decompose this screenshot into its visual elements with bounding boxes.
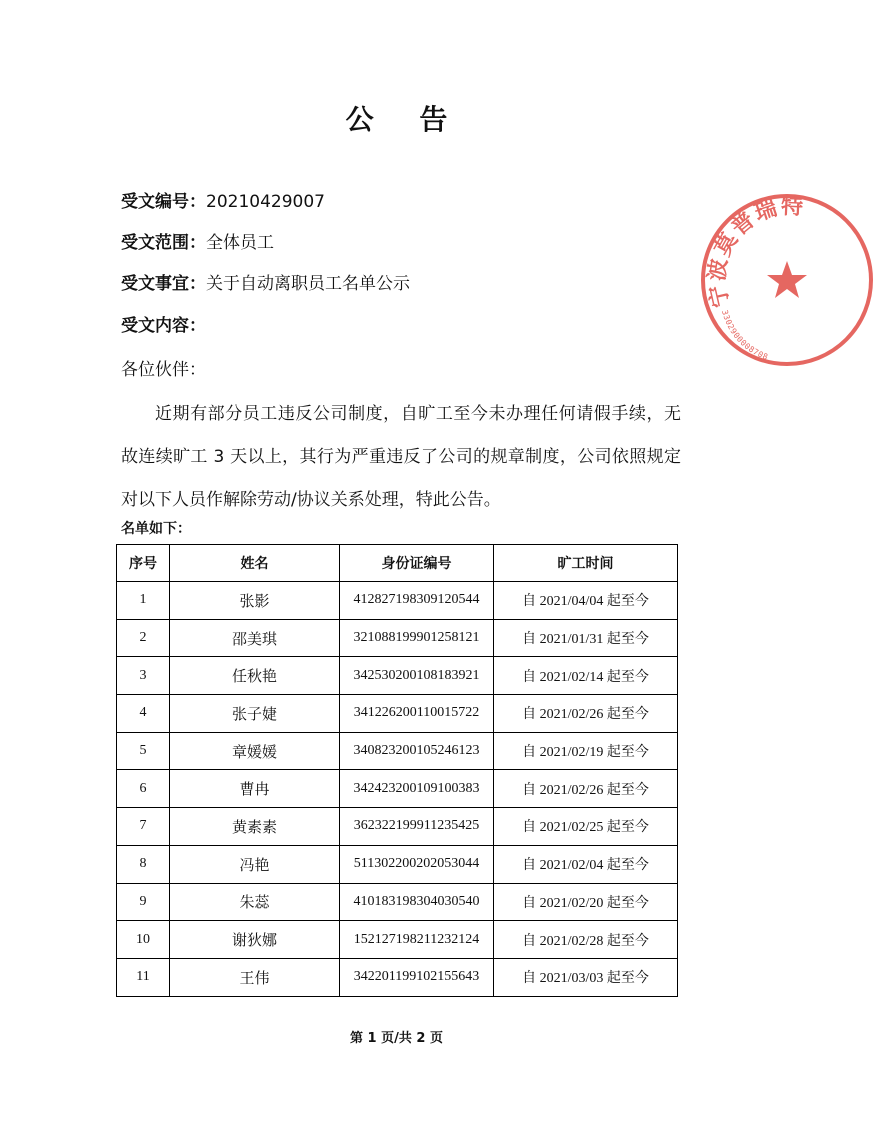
table-row xyxy=(117,770,678,808)
cell-absence-time: 自 2021/03/03 起至今 xyxy=(494,958,678,996)
table-row xyxy=(117,808,678,846)
table-row xyxy=(117,695,678,733)
cell-name: 章媛媛 xyxy=(170,732,340,770)
cell-id-number: 342530200108183921 xyxy=(340,657,494,695)
cell-id-number: 342201199102155643 xyxy=(340,958,494,996)
cell-name: 曹冉 xyxy=(170,770,340,808)
cell-absence-time: 自 2021/02/28 起至今 xyxy=(494,921,678,959)
cell-name: 朱蕊 xyxy=(170,883,340,921)
meta-scope xyxy=(121,231,274,255)
greeting: 各位伙伴： xyxy=(121,360,206,380)
employee-table xyxy=(116,544,678,997)
cell-index: 9 xyxy=(117,883,170,921)
header-absence-time: 旷工时间 xyxy=(494,545,678,582)
cell-name: 冯艳 xyxy=(170,845,340,883)
meta-matter-label: 受文事宜： xyxy=(121,274,206,294)
page-footer: 第 1 页/共 2 页 xyxy=(350,1031,443,1046)
cell-name: 任秋艳 xyxy=(170,657,340,695)
cell-absence-time: 自 2021/02/26 起至今 xyxy=(494,695,678,733)
meta-number-value: 20210429007 xyxy=(206,192,325,212)
cell-index: 1 xyxy=(117,582,170,620)
notice-body: 近期有部分员工违反公司制度，自旷工至今未办理任何请假手续，无故连续旷工 3 天以上，其行为严重违反了公司的规章制度，公司依照规定对以下人员作解除劳动/协议关系处理，特此公告。 xyxy=(121,404,681,510)
cell-index: 5 xyxy=(117,732,170,770)
cell-name: 张影 xyxy=(170,582,340,620)
cell-id-number: 340823200105246123 xyxy=(340,732,494,770)
svg-text:3302900008708: 3302900008708 xyxy=(720,309,770,362)
table-row xyxy=(117,845,678,883)
cell-absence-time: 自 2021/01/31 起至今 xyxy=(494,619,678,657)
meta-number xyxy=(121,190,325,214)
cell-index: 2 xyxy=(117,619,170,657)
meta-matter-value: 关于自动离职员工名单公示 xyxy=(206,274,410,294)
cell-index: 10 xyxy=(117,921,170,959)
table-row xyxy=(117,619,678,657)
header-name: 姓名 xyxy=(170,545,340,582)
cell-absence-time: 自 2021/02/20 起至今 xyxy=(494,883,678,921)
cell-absence-time: 自 2021/02/25 起至今 xyxy=(494,808,678,846)
cell-absence-time: 自 2021/02/19 起至今 xyxy=(494,732,678,770)
meta-scope-value: 全体员工 xyxy=(206,233,274,253)
cell-absence-time: 自 2021/02/14 起至今 xyxy=(494,657,678,695)
company-seal-icon xyxy=(700,193,875,368)
cell-absence-time: 自 2021/02/04 起至今 xyxy=(494,845,678,883)
meta-matter xyxy=(121,272,410,296)
table-row xyxy=(117,582,678,620)
cell-id-number: 321088199901258121 xyxy=(340,619,494,657)
cell-id-number: 511302200202053044 xyxy=(340,845,494,883)
cell-id-number: 152127198211232124 xyxy=(340,921,494,959)
cell-id-number: 410183198304030540 xyxy=(340,883,494,921)
header-index: 序号 xyxy=(117,545,170,582)
cell-index: 4 xyxy=(117,695,170,733)
cell-index: 3 xyxy=(117,657,170,695)
cell-id-number: 362322199911235425 xyxy=(340,808,494,846)
cell-id-number: 412827198309120544 xyxy=(340,582,494,620)
svg-text:宁波莫普瑞特: 宁波莫普瑞特 xyxy=(704,194,806,310)
list-label: 名单如下： xyxy=(121,521,191,537)
cell-absence-time: 自 2021/02/26 起至今 xyxy=(494,770,678,808)
cell-index: 11 xyxy=(117,958,170,996)
meta-content-label: 受文内容： xyxy=(121,316,206,336)
meta-scope-label: 受文范围： xyxy=(121,233,206,253)
table-header-row xyxy=(117,545,678,582)
table-row xyxy=(117,883,678,921)
header-id-number: 身份证编号 xyxy=(340,545,494,582)
cell-index: 7 xyxy=(117,808,170,846)
table-row xyxy=(117,921,678,959)
meta-number-label: 受文编号： xyxy=(121,192,206,212)
cell-absence-time: 自 2021/04/04 起至今 xyxy=(494,582,678,620)
cell-index: 6 xyxy=(117,770,170,808)
table-row xyxy=(117,958,678,996)
cell-index: 8 xyxy=(117,845,170,883)
table-row xyxy=(117,657,678,695)
page-title: 公 告 xyxy=(345,103,466,136)
cell-id-number: 342423200109100383 xyxy=(340,770,494,808)
cell-name: 谢狄娜 xyxy=(170,921,340,959)
cell-name: 邵美琪 xyxy=(170,619,340,657)
cell-name: 王伟 xyxy=(170,958,340,996)
table-row xyxy=(117,732,678,770)
cell-name: 张子婕 xyxy=(170,695,340,733)
cell-id-number: 341226200110015722 xyxy=(340,695,494,733)
cell-name: 黄素素 xyxy=(170,808,340,846)
meta-content xyxy=(121,314,206,338)
